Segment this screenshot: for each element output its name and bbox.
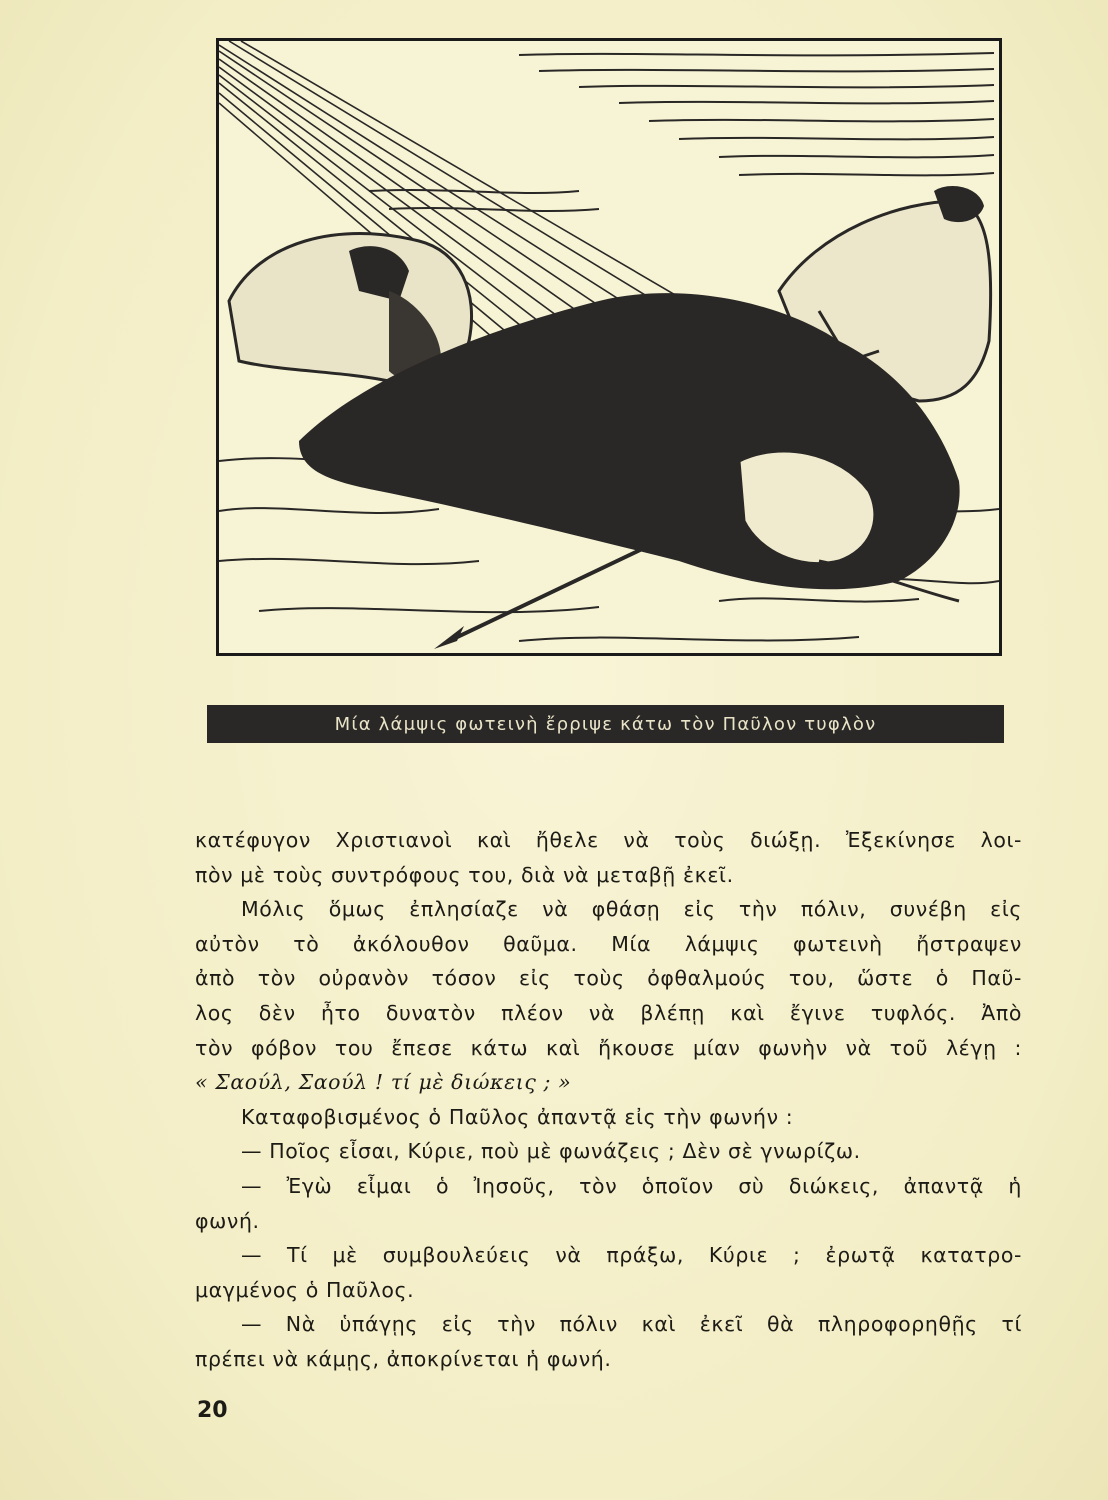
dialogue-line: φωνή. xyxy=(195,1208,260,1233)
dialogue-line: — Ποῖος εἶσαι, Κύριε, ποὺ μὲ φωνάζεις ; Δὲν σὲ γνωρίζω. xyxy=(241,1139,861,1164)
dialogue-line: πρέπει νὰ κάμῃς, ἀποκρίνεται ἡ φωνή. xyxy=(195,1346,612,1371)
illustration-conversion-of-paul xyxy=(216,38,1002,656)
dialogue-line: — Νὰ ὑπάγῃς εἰς τὴν πόλιν καὶ ἐκεῖ θὰ πληροφορηθῇς τί xyxy=(241,1312,1022,1337)
sky-hatching xyxy=(369,53,994,211)
text-line: λος δὲν ἦτο δυνατὸν πλέον νὰ βλέπῃ καὶ ἔγινε τυφλός. Ἀπὸ xyxy=(195,1000,1022,1025)
text-line: πὸν μὲ τοὺς συντρόφους του, διὰ νὰ μεταβῇ ἐκεῖ. xyxy=(195,862,734,887)
dialogue-line: — Ἐγὼ εἶμαι ὁ Ἰησοῦς, τὸν ὁποῖον σὺ διώκεις, ἀπαντᾷ ἡ xyxy=(241,1173,1022,1198)
text-line: αὐτὸν τὸ ἀκόλουθον θαῦμα. Μία λάμψις φωτεινὴ ἤστραψεν xyxy=(195,931,1022,956)
page-number: 20 xyxy=(197,1398,228,1423)
illustration-caption-bar xyxy=(207,705,1004,743)
text-line: ἀπὸ τὸν οὐρανὸν τόσον εἰς τοὺς ὀφθαλμούς του, ὥστε ὁ Παῦ- xyxy=(195,966,1022,991)
text-line: Καταφοβισμένος ὁ Παῦλος ἀπαντᾷ εἰς τὴν φωνήν : xyxy=(241,1104,794,1129)
spear xyxy=(434,541,659,649)
illustration-drawing xyxy=(219,41,999,653)
illustration-caption: Μία λάμψις φωτεινὴ ἔρριψε κάτω τὸν Παῦλον τυφλὸν xyxy=(334,713,877,735)
dialogue-line: μαγμένος ὁ Παῦλος. xyxy=(195,1277,415,1302)
body-text xyxy=(195,823,1022,1377)
dialogue-line: — Τί μὲ συμβουλεύεις νὰ πράξω, Κύριε ; ἐρωτᾷ κατατρο- xyxy=(241,1243,1022,1268)
text-line: κατέφυγον Χριστιανοὶ καὶ ἤθελε νὰ τοὺς διώξῃ. Ἐξεκίνησε λοι- xyxy=(195,828,1022,852)
text-line: Μόλις ὅμως ἐπλησίαζε νὰ φθάσῃ εἰς τὴν πόλιν, συνέβη εἰς xyxy=(241,897,1022,922)
text-line: τὸν φόβον του ἔπεσε κάτω καὶ ἤκουσε μίαν φωνὴν νὰ τοῦ λέγῃ : xyxy=(195,1035,1022,1060)
quote-line: « Σαούλ, Σαούλ ! τί μὲ διώκεις ; » xyxy=(195,1070,572,1095)
